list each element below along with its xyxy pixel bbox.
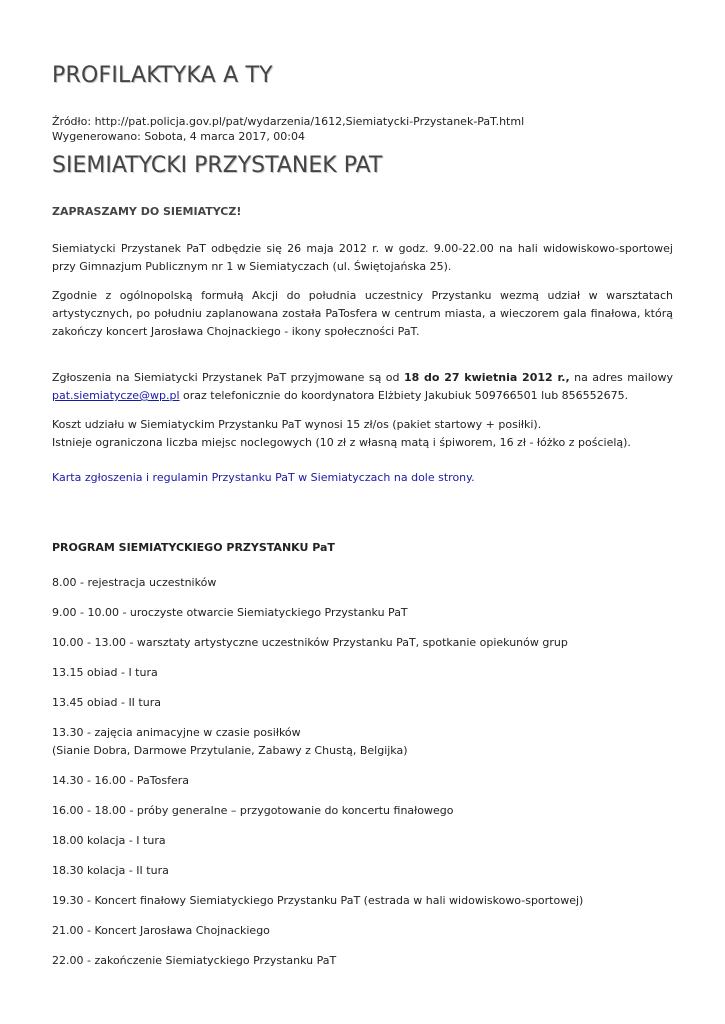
cost-line: Koszt udziału w Siemiatyckim Przystanku PaT wynosi 15 zł/os (pakiet startowy + posiłki). xyxy=(52,418,542,431)
schedule-item xyxy=(52,772,583,790)
program-title: PROGRAM SIEMIATYCKIEGO PRZYSTANKU PaT xyxy=(52,541,335,554)
schedule-item-text: 10.00 - 13.00 - warsztaty artystyczne uczestników Przystanku PaT, spotkanie opiekunów grup xyxy=(52,636,568,649)
paragraph-event-format: Zgodnie z ogólnopolską formułą Akcji do południa uczestnicy Przystanku wezmą udział w warsztatach artystycznych, po południu zaplanowana została PaTosfera w centrum miasta, a wieczorem gala finałowa, którą zakończy koncert Jarosława Chojnackiego - ikony społeczności PaT. xyxy=(52,289,673,338)
paragraph-form-link xyxy=(52,469,673,487)
schedule-item-text: 19.30 - Koncert finałowy Siemiatyckiego Przystanku PaT (estrada w hali widowiskowo-sportowej) xyxy=(52,894,584,907)
accommodation-line: Istnieje ograniczona liczba miejsc noclegowych (10 zł z własną matą i śpiworem, 16 zł - łóżko z pościelą). xyxy=(52,436,631,449)
paragraph-registration xyxy=(52,369,673,405)
generated-line: Wygenerowano: Sobota, 4 marca 2017, 00:04 xyxy=(52,130,306,143)
schedule-item xyxy=(52,802,583,820)
article-title: SIEMIATYCKI PRZYSTANEK PAT xyxy=(52,153,383,178)
schedule-item xyxy=(52,892,583,910)
schedule-item-subtext: (Sianie Dobra, Darmowe Przytulanie, Zabawy z Chustą, Belgijka) xyxy=(52,744,408,757)
site-title: PROFILAKTYKA A TY xyxy=(52,63,273,88)
email-link[interactable]: pat.siemiatycze@wp.pl xyxy=(52,389,180,402)
registration-dates: 18 do 27 kwietnia 2012 r., xyxy=(403,371,570,384)
schedule-item-text: 18.00 kolacja - I tura xyxy=(52,834,166,847)
schedule-item xyxy=(52,574,583,592)
schedule-item-text: 16.00 - 18.00 - próby generalne – przygotowanie do koncertu finałowego xyxy=(52,804,454,817)
registration-text-start: Zgłoszenia na Siemiatycki Przystanek PaT przyjmowane są od xyxy=(52,371,404,384)
registration-form-link[interactable]: Karta zgłoszenia i regulamin Przystanku PaT w Siemiatyczach na dole strony. xyxy=(52,471,475,484)
schedule-item xyxy=(52,664,583,682)
schedule-item-text: 14.30 - 16.00 - PaTosfera xyxy=(52,774,190,787)
schedule-item-text: 13.15 obiad - I tura xyxy=(52,666,158,679)
schedule-item xyxy=(52,724,583,760)
schedule-item-text: 21.00 - Koncert Jarosława Chojnackiego xyxy=(52,924,270,937)
schedule-item-text: 8.00 - rejestracja uczestników xyxy=(52,576,217,589)
program-schedule xyxy=(52,574,583,982)
schedule-item xyxy=(52,832,583,850)
article-lead: ZAPRASZAMY DO SIEMIATYCZ! xyxy=(52,205,242,218)
paragraph-event-details: Siemiatycki Przystanek PaT odbędzie się 26 maja 2012 r. w godz. 9.00-22.00 na hali widowiskowo-sportowej przy Gimnazjum Publicznym nr 1 w Siemiatyczach (ul. Świętojańska 25). xyxy=(52,242,673,273)
registration-text-end: oraz telefonicznie do koordynatora Elżbiety Jakubiuk 509766501 lub 856552675. xyxy=(179,389,629,402)
schedule-item-text: 13.45 obiad - II tura xyxy=(52,696,161,709)
document-meta xyxy=(52,114,524,144)
schedule-item xyxy=(52,922,583,940)
source-line: Źródło: http://pat.policja.gov.pl/pat/wydarzenia/1612,Siemiatycki-Przystanek-PaT.html xyxy=(52,115,525,128)
schedule-item xyxy=(52,862,583,880)
schedule-item-text: 22.00 - zakończenie Siemiatyckiego Przystanku PaT xyxy=(52,954,337,967)
registration-text-mid: na adres mailowy xyxy=(569,371,674,384)
schedule-item-text: 9.00 - 10.00 - uroczyste otwarcie Siemiatyckiego Przystanku PaT xyxy=(52,606,408,619)
schedule-item-text: 18.30 kolacja - II tura xyxy=(52,864,169,877)
schedule-item xyxy=(52,634,583,652)
schedule-item xyxy=(52,694,583,712)
schedule-item xyxy=(52,604,583,622)
schedule-item xyxy=(52,952,583,970)
schedule-item-text: 13.30 - zajęcia animacyjne w czasie posiłków xyxy=(52,726,301,739)
paragraph-costs xyxy=(52,416,673,452)
